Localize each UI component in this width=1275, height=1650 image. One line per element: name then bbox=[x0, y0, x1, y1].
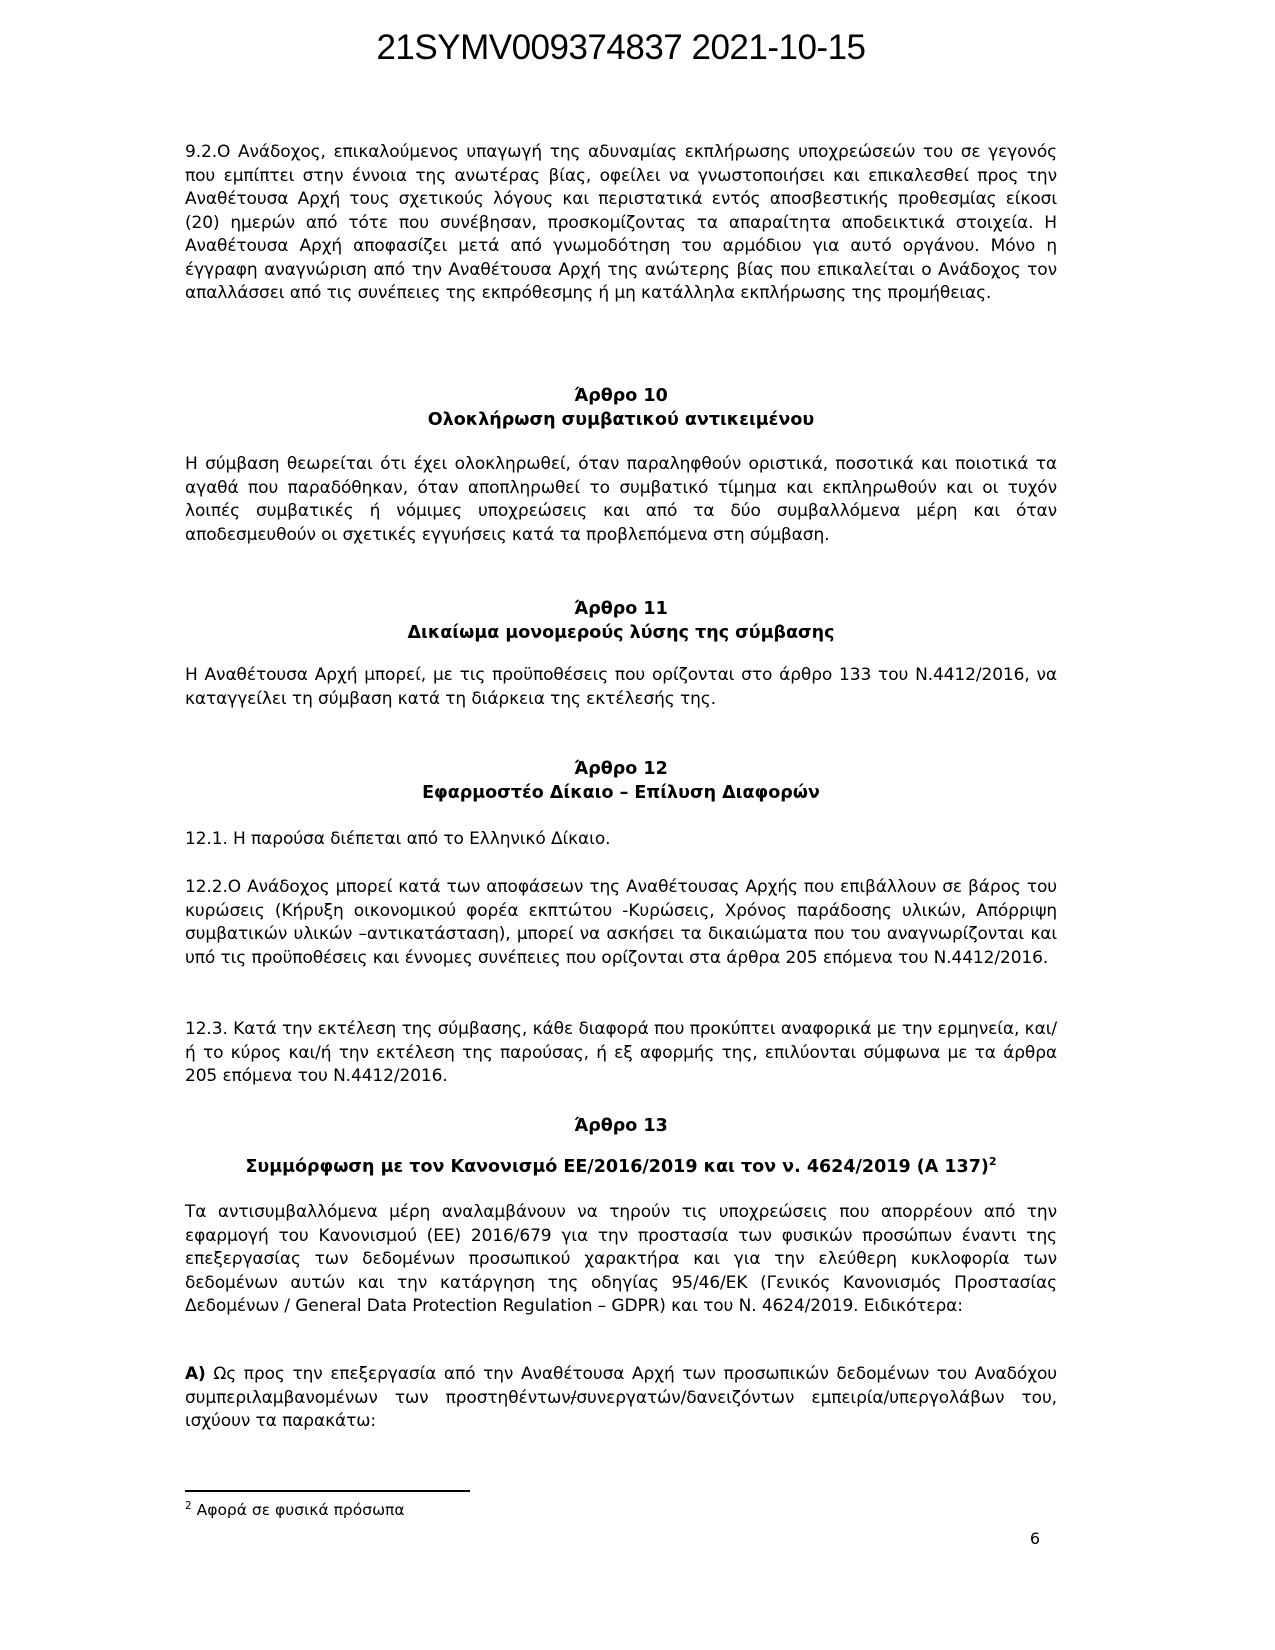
paragraph-article-13: Τα αντισυμβαλλόμενα μέρη αναλαμβάνουν να τηρούν τις υποχρεώσεις που απορρέουν από την εφαρμογή του Κανονισμού (ΕΕ) 2016/679 για την προστασία των φυσικών προσώπων έναντι της επεξεργασίας των δεδομένων προσωπικού χαρακτήρα και για την ελεύθερη κυκλοφορία των δεδομένων αυτών και την κατάργηση της οδηγίας 95/46/ΕΚ (Γενικός Κανονισμός Προστασίας Δεδομένων / General Data Protection Regulation – GDPR) και του Ν. 4624/2019. Ειδικότερα: bbox=[185, 1202, 1057, 1316]
paragraph-a-text-before: Ως προς την επεξεργασία από την Αναθέτουσα Αρχή των προσωπικών δεδομένων του Αναδόχου συμπεριλαμβανομένων των προστηθέντων bbox=[185, 1364, 1057, 1408]
article-11-title: Άρθρο 11 bbox=[574, 599, 668, 619]
footnote-marker: 2 bbox=[185, 1499, 192, 1512]
footnote-reference-marker: 2 bbox=[988, 1155, 997, 1169]
paragraph-12-2: 12.2.Ο Ανάδοχος μπορεί κατά των αποφάσεων της Αναθέτουσας Αρχής που επιβάλλουν σε βάρος του κυρώσεις (Κήρυξη οικονομικού φορέα εκπτώτου -Κυρώσεις, Χρόνος παράδοσης υλικών, Απόρριψη συμβατικών υλικών –αντικατάσταση), μπορεί να ασκήσει τα δικαιώματα που του αναγνωρίζονται και υπό τις προϋποθέσεις και έννομες συνέπειες που ορίζονται στα άρθρα 205 επόμενα του Ν.4412/2016. bbox=[185, 877, 1057, 968]
document-id-header: 21SYMV009374837 2021-10-15 bbox=[376, 28, 866, 67]
article-11-subtitle: Δικαίωμα μονομερούς λύσης της σύμβασης bbox=[407, 622, 835, 643]
footnote bbox=[185, 1500, 1057, 1521]
article-12-title: Άρθρο 12 bbox=[574, 759, 668, 779]
article-12-subtitle: Εφαρμοστέο Δίκαιο – Επίλυση Διαφορών bbox=[422, 782, 820, 803]
article-12-heading bbox=[185, 758, 1057, 805]
paragraph-a bbox=[185, 1363, 1057, 1434]
article-10-subtitle: Ολοκλήρωση συμβατικού αντικειμένου bbox=[427, 409, 815, 430]
article-13-subtitle bbox=[185, 1156, 1057, 1180]
paragraph-article-10: Η σύμβαση θεωρείται ότι έχει ολοκληρωθεί, όταν παραληφθούν οριστικά, ποσοτικά και ποιοτικά τα αγαθά που παραδόθηκαν, όταν αποπληρωθεί το συμβατικό τίμημα και εκπληρωθούν και οι τυχόν λοιπές συμβατικές ή νόμιμες υποχρεώσεις και από τα δύο συμβαλλόμενα μέρη και όταν αποδεσμευθούν οι σχετικές εγγυήσεις κατά τα προβλεπόμενα στη σύμβαση. bbox=[185, 454, 1057, 545]
footnote-separator-line bbox=[185, 1490, 470, 1492]
article-11-heading bbox=[185, 598, 1057, 645]
paragraph-a-lead: Α) bbox=[185, 1364, 206, 1384]
article-13-title: Άρθρο 13 bbox=[574, 1116, 668, 1136]
paragraph-article-11: Η Αναθέτουσα Αρχή μπορεί, με τις προϋποθέσεις που ορίζονται στο άρθρο 133 του Ν.4412/2016, να καταγγείλει τη σύμβαση κατά τη διάρκεια της εκτέλεσής της. bbox=[185, 665, 1057, 709]
article-10-heading bbox=[185, 385, 1057, 432]
struck-slash: / bbox=[570, 1387, 577, 1408]
paragraph-9-2: 9.2.Ο Ανάδοχος, επικαλούμενος υπαγωγή της αδυναμίας εκπλήρωσης υποχρεώσεών του σε γεγονός που εμπίπτει στην έννοια της ανωτέρας βίας, οφείλει να γνωστοποιήσει και επικαλεσθεί προς την Αναθέτουσα Αρχή τους σχετικούς λόγους και περιστατικά εντός αποσβεστικής προθεσμίας είκοσι (20) ημερών από τότε που συνέβησαν, προσκομίζοντας τα απαραίτητα αποδεικτικά στοιχεία. Η Αναθέτουσα Αρχή αποφασίζει μετά από γνωμοδότηση του αρμόδιου για αυτό οργάνου. Μόνο η έγγραφη αναγνώριση από την Αναθέτουσα Αρχή της ανώτερης βίας που επικαλείται ο Ανάδοχος τον απαλλάσσει από τις συνέπειες της εκπρόθεσμης ή μη κατάλληλα εκπλήρωσης της προμήθειας. bbox=[185, 142, 1057, 303]
paragraph-a-text-after: συνεργατών/δανειζόντων εμπειρία/υπεργολάβων του, ισχύουν τα παρακάτω: bbox=[185, 1387, 1057, 1431]
footnote-text: Αφορά σε φυσικά πρόσωπα bbox=[196, 1501, 405, 1519]
page-number: 6 bbox=[1029, 1529, 1040, 1548]
paragraph-12-1: 12.1. Η παρούσα διέπεται από το Ελληνικό Δίκαιο. bbox=[185, 829, 611, 849]
article-10-title: Άρθρο 10 bbox=[574, 386, 668, 406]
paragraph-12-3: 12.3. Κατά την εκτέλεση της σύμβασης, κάθε διαφορά που προκύπτει αναφορικά με την ερμηνεία, και/ή το κύρος και/ή την εκτέλεση της παρούσας, ή εξ αφορμής της, επιλύονται σύμφωνα με τα άρθρα 205 επόμενα του Ν.4412/2016. bbox=[185, 1019, 1057, 1086]
article-13-subtitle-text: Συμμόρφωση με τον Κανονισμό ΕΕ/2016/2019 και τον ν. 4624/2019 (Α 137) bbox=[245, 1157, 989, 1177]
